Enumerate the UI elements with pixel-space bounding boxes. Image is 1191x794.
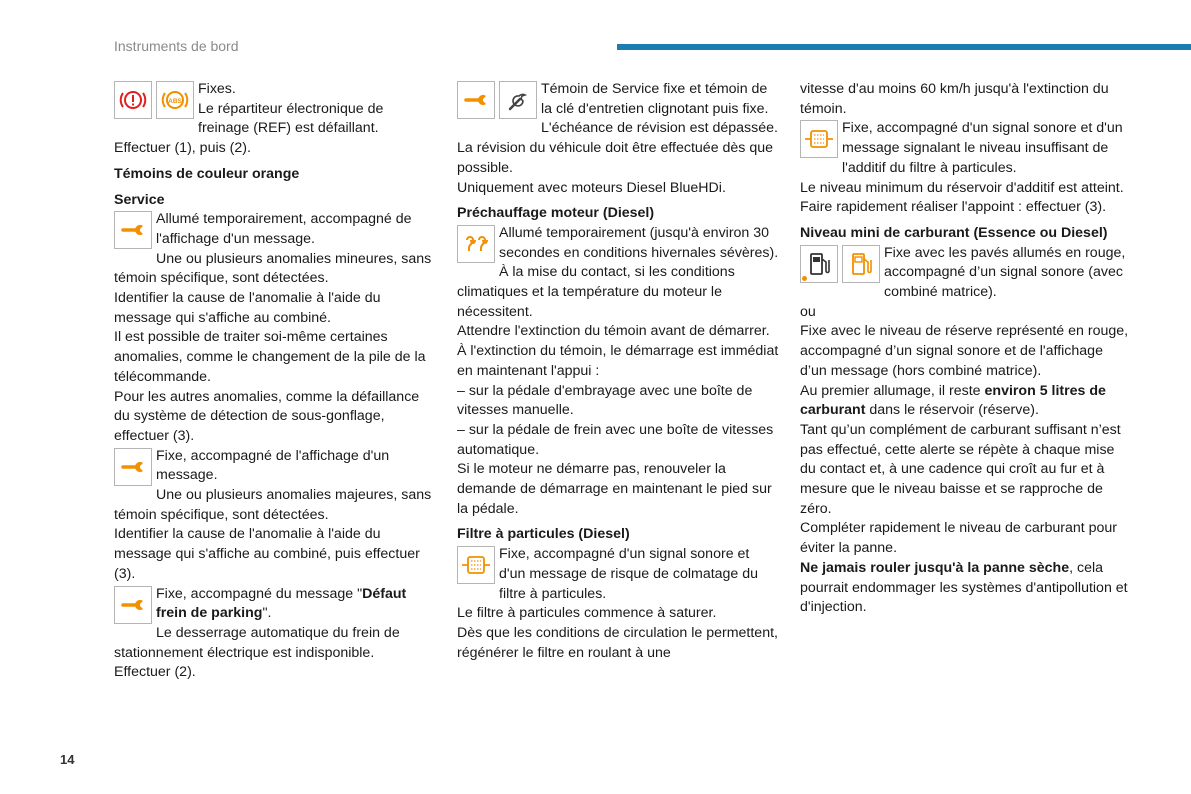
text-line: Ne jamais rouler jusqu'à la panne sèche, cela pourrait endommager les systèmes d'antipollution et d'injection. [800, 559, 1128, 616]
text-line: À l'extinction du témoin, le démarrage est immédiat en maintenant l'appui : [457, 343, 779, 379]
text-line: Il est possible de traiter soi-même certaines anomalies, comme le changement de la pile de la télécommande. [114, 329, 426, 385]
text-line: vitesse d'au moins 60 km/h jusqu'à l'extinction du témoin. [800, 81, 1109, 117]
heading-fuel-level: Niveau mini de carburant (Essence ou Diesel) [800, 224, 1108, 241]
text-line: Faire rapidement réaliser l'appoint : effectuer (3). [800, 199, 1107, 216]
text-line: Dès que les conditions de circulation le permettent, régénérer le filtre en roulant à une [457, 624, 778, 661]
service-wrench-icon [114, 448, 152, 486]
text-line: Identifier la cause de l'anomalie à l'aide du message qui s'affiche au combiné. [114, 290, 381, 326]
text-line: Effectuer (2). [114, 664, 196, 681]
text-line: Pour les autres anomalies, comme la défaillance du système de détection de sous-gonflage, effectuer (3). [114, 388, 420, 444]
text-line: Tant qu’un complément de carburant suffisant n’est pas effectué, cette alerte se répète à chaque mise du contact et, à une cadence qui croît au fur et à mesure que le niveau baisse et se rapproche de zéro. [800, 421, 1121, 517]
text-line: La révision du véhicule doit être effectuée dès que possible. [457, 140, 774, 176]
text-line: Le niveau minimum du réservoir d'additif est atteint. [800, 179, 1124, 196]
column-3 [800, 80, 1130, 618]
service-temporary: Allumé temporairement, accompagné de l'affichage d'un message. [156, 211, 412, 247]
fuel-pump-icon [842, 245, 880, 283]
reserve-dot [802, 276, 807, 281]
service-fixed: Fixe, accompagné de l'affichage d'un message. [156, 447, 390, 484]
text-line: – sur la pédale d'embrayage avec une boîte de vitesses manuelle. [457, 382, 753, 419]
additive-description: Fixe, accompagné d'un signal sonore et d'un message signalant le niveau insuffisant de l'additif du filtre à particules. [842, 120, 1123, 176]
text-line: Le desserrage automatique du frein de stationnement électrique est indisponible. [114, 624, 400, 661]
text-line: À la mise du contact, si les conditions climatiques et la température du moteur le nécessitent. [457, 264, 735, 320]
page-number: 14 [60, 752, 75, 767]
filter-description: Fixe, accompagné d'un signal sonore et d'un message de risque de colmatage du filtre à particules. [499, 546, 759, 602]
heading-orange-lamps: Témoins de couleur orange [114, 165, 300, 182]
service-key-fixed: Témoin de Service fixe et témoin de la clé d'entretien clignotant puis fixe. [541, 81, 769, 117]
particle-filter-icon [457, 546, 495, 584]
brake-warning-icon [114, 81, 152, 119]
text-line: Une ou plusieurs anomalies majeures, sans témoin spécifique, sont détectées. [114, 487, 432, 523]
svg-text:ABS: ABS [168, 98, 182, 105]
text-line: L'échéance de révision est dépassée. [541, 120, 778, 137]
service-wrench-icon [457, 81, 495, 119]
column-1 [114, 80, 436, 683]
text-line: – sur la pédale de frein avec une boîte de vitesses automatique. [457, 421, 774, 458]
ref-fixed: Fixes. [198, 81, 236, 97]
text-line: Fixe avec le niveau de réserve représenté en rouge, accompagné d’un signal sonore et de l'affichage d’un message (hors combiné matrice). [800, 323, 1129, 379]
ref-description: Le répartiteur électronique de freinage (REF) est défaillant. [198, 100, 384, 137]
heading-preheat: Préchauffage moteur (Diesel) [457, 205, 655, 222]
glow-plug-icon [457, 225, 495, 263]
text-line: Compléter rapidement le niveau de carburant pour éviter la panne. [800, 520, 1118, 557]
header-accent-bar [617, 44, 1191, 50]
column-2 [457, 80, 779, 663]
text-line: ou [800, 303, 816, 320]
maintenance-spanner-icon [499, 81, 537, 119]
preheat-description: Allumé temporairement (jusqu'à environ 30 secondes en conditions hivernales sévères). [499, 224, 779, 261]
heading-service: Service [114, 191, 165, 208]
service-wrench-icon [114, 211, 152, 249]
heading-particle-filter: Filtre à particules (Diesel) [457, 526, 630, 543]
text-line: Attendre l'extinction du témoin avant de démarrer. [457, 323, 770, 340]
text-line: Identifier la cause de l'anomalie à l'aide du message qui s'affiche au combiné, puis effectuer (3). [114, 526, 420, 582]
fuel-pump-icon [800, 245, 838, 283]
parking-brake-fault: Fixe, accompagné du message "Défaut frein de parking". [156, 585, 407, 622]
abs-icon [156, 81, 194, 119]
text-line: Une ou plusieurs anomalies mineures, sans témoin spécifique, sont détectées. [114, 250, 432, 287]
ref-action: Effectuer (1), puis (2). [114, 140, 251, 157]
text-line: Uniquement avec moteurs Diesel BlueHDi. [457, 179, 726, 196]
text-line: Le filtre à particules commence à saturer. [457, 605, 717, 622]
particle-filter-icon [800, 120, 838, 158]
service-wrench-icon [114, 586, 152, 624]
text-line: Si le moteur ne démarre pas, renouveler la demande de démarrage en maintenant le pied sur la pédale. [457, 461, 772, 517]
page-header-title: Instruments de bord [114, 38, 239, 54]
text-line: Au premier allumage, il reste environ 5 litres de carburant dans le réservoir (réserve). [800, 382, 1106, 419]
fuel-description: Fixe avec les pavés allumés en rouge, accompagné d’un signal sonore (avec combiné matrice). [884, 244, 1126, 301]
